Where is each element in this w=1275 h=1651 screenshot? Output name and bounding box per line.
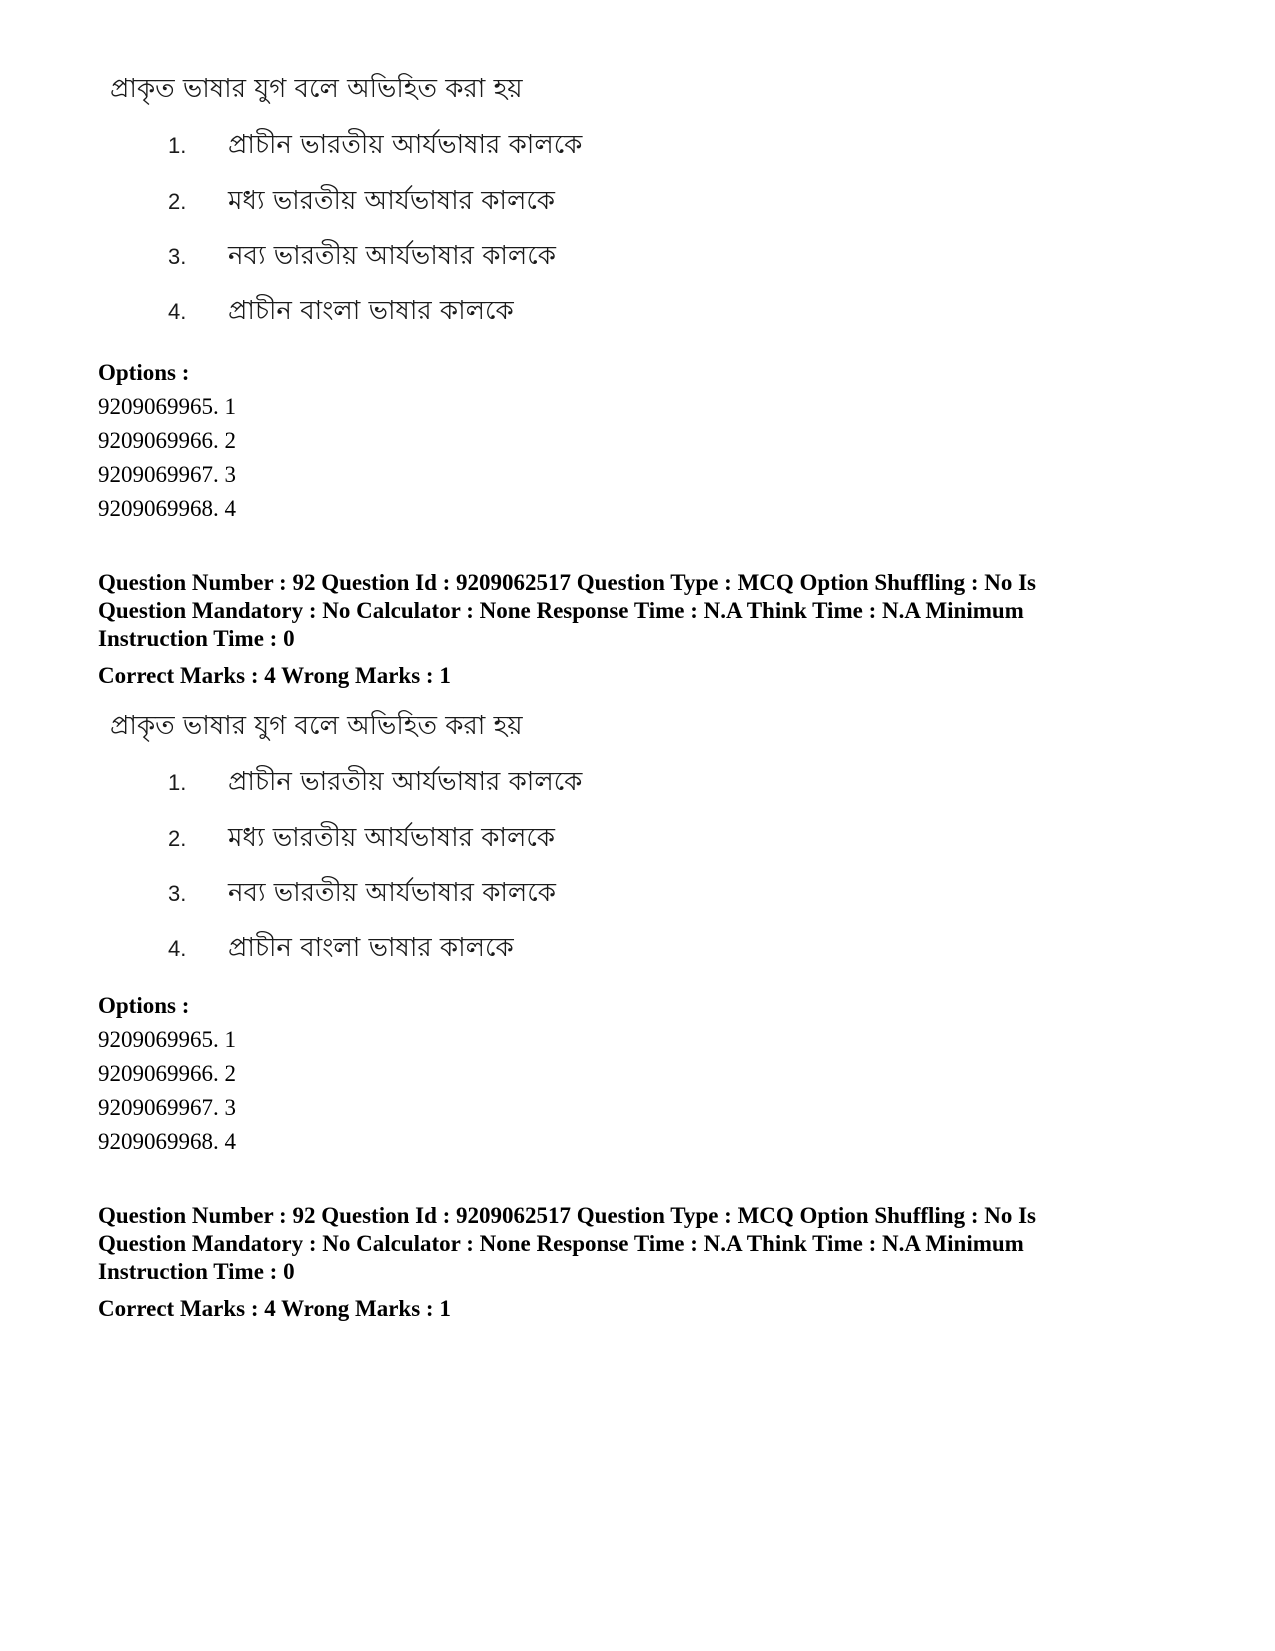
choice-number: 4.	[168, 299, 187, 324]
choice-text: নব্য ভারতীয় আর্যভাষার কালকে	[228, 878, 556, 908]
question-marks: Correct Marks : 4 Wrong Marks : 1	[98, 1296, 451, 1321]
option-line-1: 9209069965. 1	[98, 394, 236, 419]
choice-text: প্রাচীন ভারতীয় আর্যভাষার কালকে	[228, 130, 583, 160]
option-line-2: 9209069966. 2	[98, 428, 236, 453]
choice-text: প্রাচীন ভারতীয় আর্যভাষার কালকে	[228, 767, 583, 797]
option-line-4: 9209069968. 4	[98, 496, 236, 521]
options-title: Options :	[98, 360, 190, 385]
options-title: Options :	[98, 993, 190, 1018]
question-choice-1	[168, 761, 582, 805]
choice-number: 4.	[168, 936, 187, 961]
question-meta	[98, 1202, 1208, 1286]
option-line-2: 9209069966. 2	[98, 1061, 236, 1086]
question-choice-3	[168, 235, 556, 279]
question-choice-4	[168, 290, 514, 334]
question-image	[0, 705, 1275, 975]
question-choice-2	[168, 817, 555, 861]
meta-line-1: Question Number : 92 Question Id : 9209062517 Question Type : MCQ Option Shuffling : No Is	[98, 570, 1037, 595]
option-line-3: 9209069967. 3	[98, 1095, 236, 1120]
choice-number: 1.	[168, 133, 187, 158]
meta-line-2: Question Mandatory : No Calculator : None Response Time : N.A Think Time : N.A Minimum	[98, 598, 1024, 623]
question-meta	[98, 569, 1208, 653]
option-line-3: 9209069967. 3	[98, 462, 236, 487]
choice-number: 1.	[168, 770, 187, 795]
question-stem: প্রাকৃত ভাষার যুগ বলে অভিহিত করা হয়	[110, 711, 523, 741]
choice-number: 2.	[168, 189, 187, 214]
meta-line-1: Question Number : 92 Question Id : 9209062517 Question Type : MCQ Option Shuffling : No Is	[98, 1203, 1037, 1228]
meta-line-3: Instruction Time : 0	[98, 1259, 295, 1284]
choice-text: নব্য ভারতীয় আর্যভাষার কালকে	[228, 241, 556, 271]
meta-line-3: Instruction Time : 0	[98, 626, 295, 651]
choice-text: মধ্য ভারতীয় আর্যভাষার কালকে	[228, 823, 555, 853]
choice-number: 3.	[168, 244, 187, 269]
choice-text: মধ্য ভারতীয় আর্যভাষার কালকে	[228, 186, 555, 216]
choice-number: 3.	[168, 881, 187, 906]
question-image	[0, 68, 1275, 338]
question-marks: Correct Marks : 4 Wrong Marks : 1	[98, 663, 451, 688]
choice-text: প্রাচীন বাংলা ভাষার কালকে	[228, 933, 514, 963]
question-choice-3	[168, 872, 556, 916]
question-choice-4	[168, 927, 514, 971]
choice-number: 2.	[168, 826, 187, 851]
choice-text: প্রাচীন বাংলা ভাষার কালকে	[228, 296, 514, 326]
question-stem: প্রাকৃত ভাষার যুগ বলে অভিহিত করা হয়	[110, 74, 523, 104]
option-line-1: 9209069965. 1	[98, 1027, 236, 1052]
question-choice-1	[168, 124, 582, 168]
question-choice-2	[168, 180, 555, 224]
option-line-4: 9209069968. 4	[98, 1129, 236, 1154]
meta-line-2: Question Mandatory : No Calculator : None Response Time : N.A Think Time : N.A Minimum	[98, 1231, 1024, 1256]
